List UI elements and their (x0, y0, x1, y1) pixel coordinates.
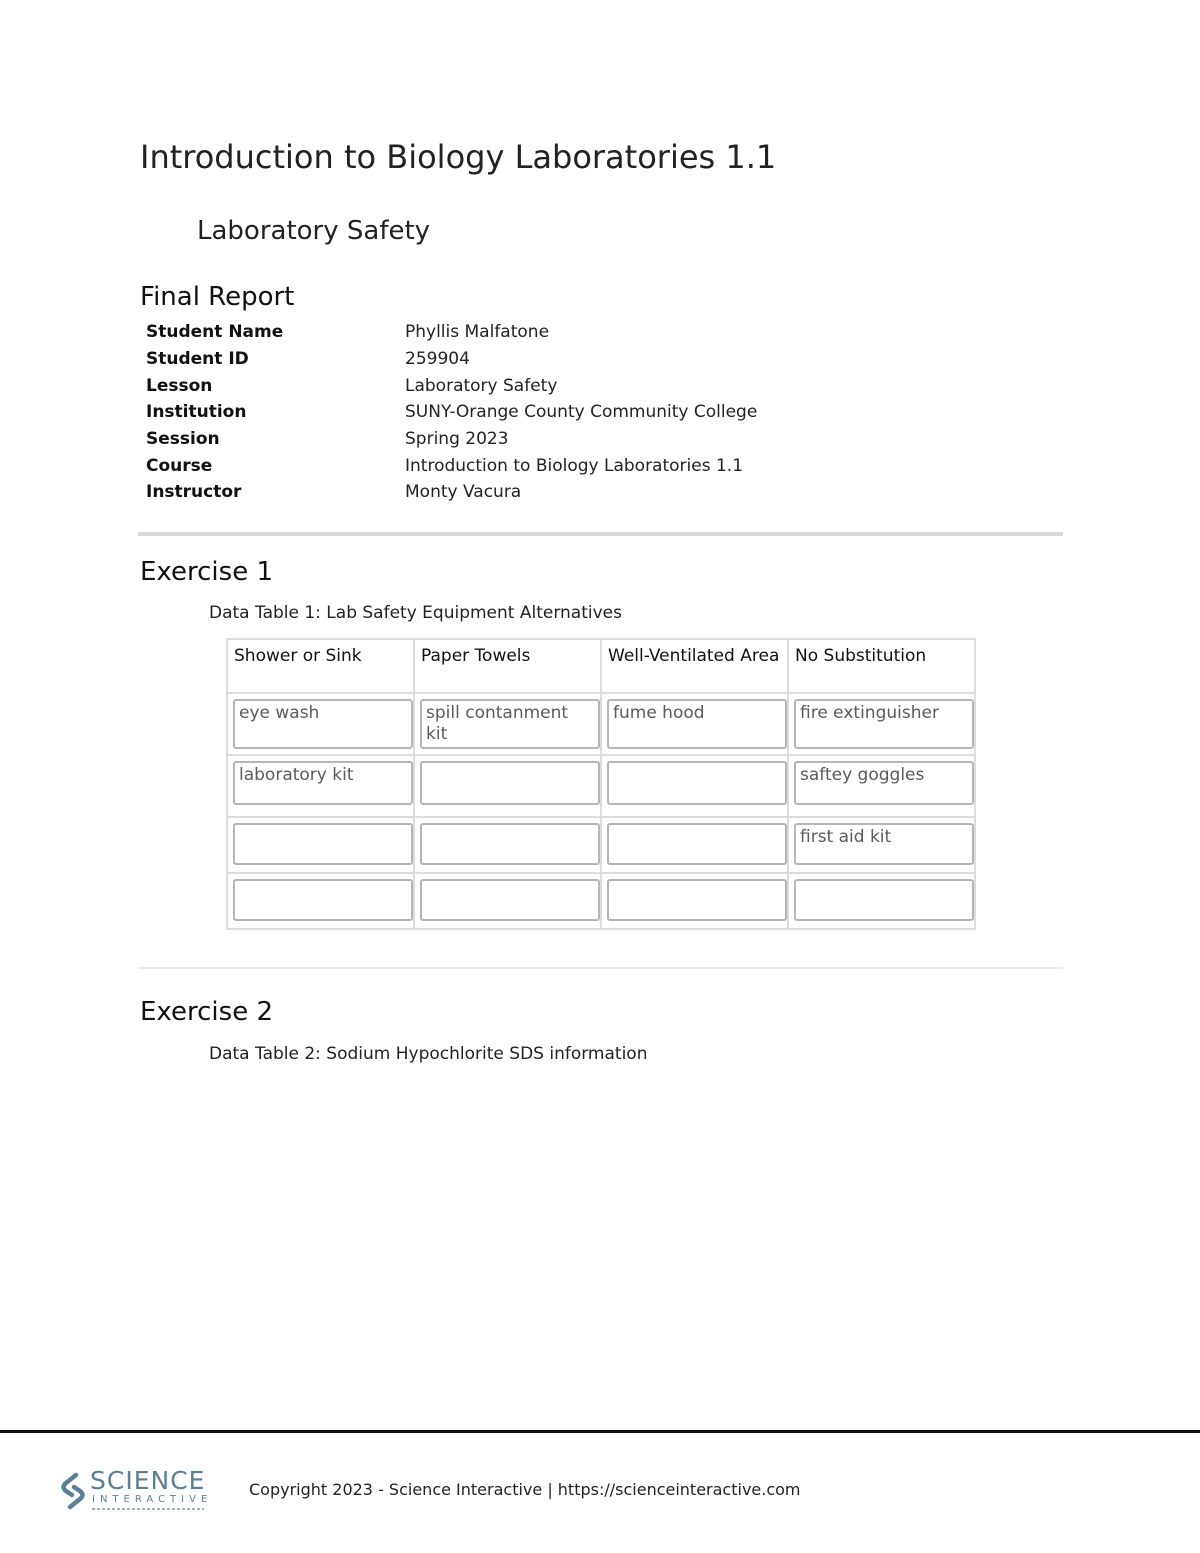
answer-field[interactable] (607, 823, 787, 865)
column-header: Paper Towels (414, 639, 601, 693)
data-table-2-caption: Data Table 2: Sodium Hypochlorite SDS information (209, 1044, 648, 1064)
info-row (146, 346, 757, 373)
logo-wordmark: SCIENCE (90, 1466, 206, 1495)
answer-field[interactable]: saftey goggles (794, 761, 974, 805)
table-cell (414, 817, 601, 873)
science-interactive-logo (58, 1466, 213, 1516)
page-title: Introduction to Biology Laboratories 1.1 (140, 138, 777, 176)
info-row (146, 399, 757, 426)
answer-field[interactable] (607, 879, 787, 921)
info-row (146, 319, 757, 346)
info-label: Instructor (146, 482, 242, 503)
exercise-2-heading: Exercise 2 (140, 997, 273, 1027)
info-value: Spring 2023 (405, 429, 509, 450)
table-cell (601, 817, 788, 873)
table-cell (788, 817, 975, 873)
answer-field[interactable]: laboratory kit (233, 761, 413, 805)
data-table-1 (226, 638, 976, 930)
answer-field[interactable] (233, 823, 413, 865)
column-header: No Substitution (788, 639, 975, 693)
info-row (146, 479, 757, 506)
table-cell (414, 755, 601, 817)
info-label: Course (146, 455, 213, 476)
info-row (146, 452, 757, 479)
exercise-1-heading: Exercise 1 (140, 557, 273, 587)
answer-field[interactable] (794, 879, 974, 921)
info-value: Laboratory Safety (405, 375, 558, 396)
logo-subtitle: INTERACTIVE (92, 1494, 213, 1505)
table-cell (227, 817, 414, 873)
section-divider (138, 532, 1063, 536)
table-cell (601, 873, 788, 929)
info-value: Monty Vacura (405, 482, 522, 503)
column-header: Shower or Sink (227, 639, 414, 693)
answer-field[interactable] (420, 879, 600, 921)
column-header: Well-Ventilated Area (601, 639, 788, 693)
table-cell (414, 693, 601, 755)
answer-field[interactable] (233, 879, 413, 921)
section-divider (138, 967, 1063, 969)
footer-divider (0, 1430, 1200, 1433)
answer-field[interactable]: spill contanment kit (420, 699, 600, 749)
answer-field[interactable]: fire extinguisher (794, 699, 974, 749)
info-value: Introduction to Biology Laboratories 1.1 (405, 455, 744, 476)
info-label: Session (146, 429, 220, 450)
table-cell (227, 755, 414, 817)
answer-field[interactable] (420, 823, 600, 865)
student-info-table (146, 319, 757, 506)
info-value: SUNY-Orange County Community College (405, 402, 758, 423)
lesson-subtitle: Laboratory Safety (197, 216, 431, 246)
info-label: Student Name (146, 322, 284, 343)
info-row (146, 426, 757, 453)
data-table-1-caption: Data Table 1: Lab Safety Equipment Alternatives (209, 603, 622, 623)
answer-field[interactable]: fume hood (607, 699, 787, 749)
logo-tagline (92, 1507, 204, 1511)
table-cell (601, 693, 788, 755)
final-report-heading: Final Report (140, 282, 295, 312)
info-value: 259904 (405, 349, 470, 370)
table-header-row (227, 639, 975, 693)
table-cell (227, 693, 414, 755)
footer-copyright: Copyright 2023 - Science Interactive | https://scienceinteractive.com (249, 1480, 801, 1499)
answer-field[interactable] (607, 761, 787, 805)
table-cell (788, 755, 975, 817)
table-cell (788, 873, 975, 929)
science-interactive-logo-icon (58, 1471, 88, 1511)
info-value: Phyllis Malfatone (405, 322, 550, 343)
table-row (227, 755, 975, 817)
table-row (227, 873, 975, 929)
table-row (227, 693, 975, 755)
info-label: Institution (146, 402, 247, 423)
info-label: Student ID (146, 349, 249, 370)
table-row (227, 817, 975, 873)
table-cell (601, 755, 788, 817)
info-row (146, 372, 757, 399)
table-cell (788, 693, 975, 755)
answer-field[interactable]: first aid kit (794, 823, 974, 865)
info-label: Lesson (146, 375, 213, 396)
table-cell (227, 873, 414, 929)
table-cell (414, 873, 601, 929)
answer-field[interactable]: eye wash (233, 699, 413, 749)
answer-field[interactable] (420, 761, 600, 805)
